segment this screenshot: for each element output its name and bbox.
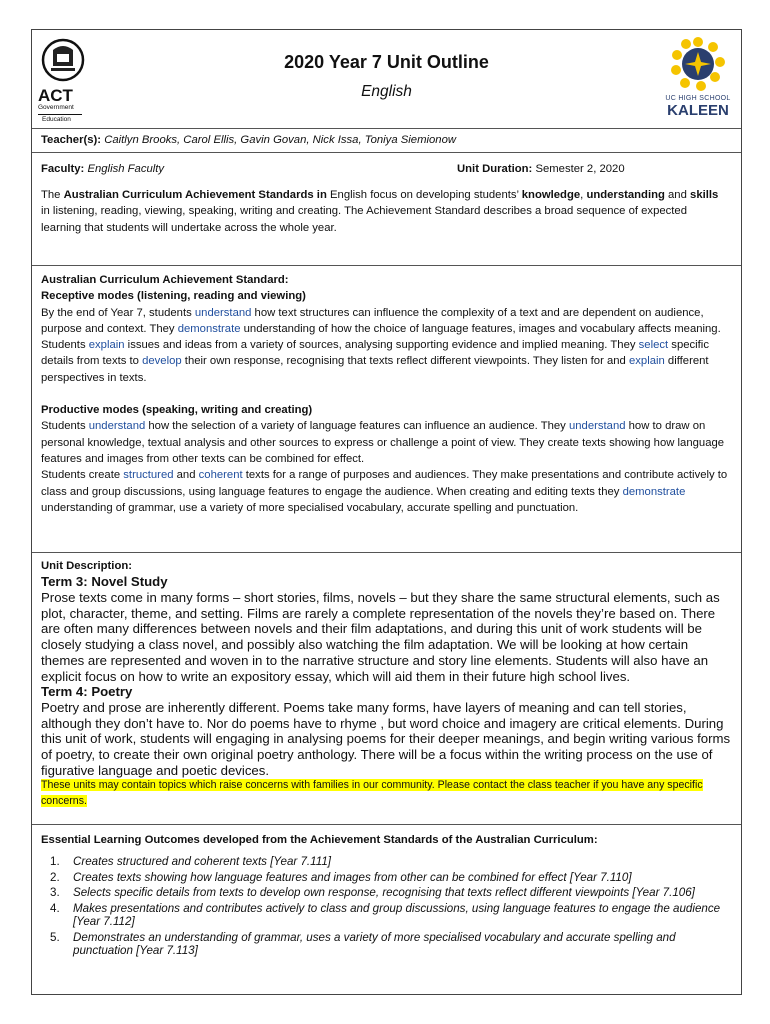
receptive-text-2: Students explain issues and ideas from a variety of sources, analysing supporting evidence and implied meaning. They select specific details from texts to develop their own response, recognising that texts reflect different viewpoints. They listen for and explain different perspectives in texts. [41, 339, 709, 384]
faculty-label: Faculty: [41, 163, 85, 175]
education-label: Education [42, 116, 71, 123]
outcomes-list [41, 855, 729, 958]
page-title: 2020 Year 7 Unit Outline [284, 52, 489, 72]
list-item: 4. Makes presentations and contributes actively to class and group discussions, using language features to engage the audience [Year 7.112] [50, 901, 721, 929]
school-name-large: KALEEN [667, 102, 729, 119]
term3-heading: Term 3: Novel Study [41, 574, 168, 590]
kaleen-school-logo [663, 36, 733, 122]
intro-paragraph: The Australian Curriculum Achievement Standards in English focus on developing students’ knowledge, understanding and skills in listening, reading, viewing, speaking, writing and creating. The Achievement Standard describes a broad sequence of expected learning that students will undertake across the whole year. [41, 189, 719, 234]
productive-text-2: Students create structured and coherent texts for a range of purposes and audiences. They make presentations and contribute actively to class and group discussions, using language features to engage the audience. When creating and editing texts they demonstrate understanding of grammar, use a variety of more specialised vocabulary, accurate spelling and punctuation. [41, 469, 728, 514]
list-item: 5. Demonstrates an understanding of grammar, uses a variety of more specialised vocabulary and accurate spelling and punctuation [Year 7.113] [50, 930, 676, 958]
unit-heading: Unit Description: [41, 560, 133, 572]
act-wordmark: ACT [38, 86, 73, 105]
duration-row [457, 161, 741, 177]
teachers-value: Caitlyn Brooks, Carol Ellis, Gavin Govan, Nick Issa, Toniya Siemionow [104, 134, 457, 146]
list-item: 2. Creates texts showing how language features and images from other can be combined for effect [Year 7.110] [50, 870, 632, 884]
outcomes-heading: Essential Learning Outcomes developed from the Achievement Standards of the Australian Curriculum: [41, 834, 598, 846]
header [32, 30, 741, 128]
list-item: 3. Selects specific details from texts to develop own response, recognising that texts reflect different viewpoints [Year 7.106] [50, 886, 695, 900]
unit-description [41, 558, 731, 809]
receptive-heading: Receptive modes (listening, reading and viewing) [41, 290, 306, 303]
kaleen-emblem-icon [670, 36, 726, 92]
act-government-logo [38, 38, 88, 123]
faculty-value: English Faculty [87, 163, 165, 175]
receptive-text: By the end of Year 7, students understand how text structures can influence the complexity of a text and are dependent on audience, purpose and context. They demonstrate understanding of how the choice of language features, images and vocabulary affects meaning. [41, 306, 721, 335]
term4-text: Poetry and prose are inherently different. Poems take many forms, have layers of meaning and can tell stories, although they don’t have to. Nor do poems have to rhyme , but word choice and imagery are critical elements. During this unit of work, students will engaging in analysing poems for their deeper meanings, and begin writing various forms of poetry, to create their own original poetry anthology. There will be a focus within the writing process on the use of figurative language and poetic devices. [41, 699, 731, 778]
school-name-small: UC HIGH SCHOOL [665, 95, 731, 102]
sensitive-content-notice: These units may contain topics which raise concerns with families in our community. Please contact the class teacher if you have any specific concerns. [41, 779, 703, 807]
learning-outcomes [41, 832, 729, 960]
page-subtitle: English [361, 83, 412, 100]
standard-heading: Australian Curriculum Achievement Standard: [41, 274, 289, 286]
productive-heading: Productive modes (speaking, writing and creating) [41, 404, 313, 417]
teachers-row [32, 132, 741, 148]
duration-value: Semester 2, 2020 [535, 163, 625, 175]
government-label: Government [38, 104, 74, 111]
duration-label: Unit Duration: [457, 163, 533, 175]
achievement-standard [41, 272, 729, 516]
teachers-label: Teacher(s): [41, 134, 102, 146]
document-page [31, 29, 742, 995]
list-item: 1. Creates structured and coherent texts [Year 7.111] [50, 855, 331, 869]
term4-heading: Term 4: Poetry [41, 684, 133, 700]
productive-text: Students understand how the selection of a variety of language features can influence an audience. They understand how to draw on personal knowledge, textual analysis and other sources to express or challenge a point of view. They create texts showing how language features and images from other texts can be combined for effect. [41, 420, 725, 465]
term3-text: Prose texts come in many forms – short stories, films, novels – but they share the same structural elements, such as plot, character, theme, and setting. Films are rarely a complete representation of the novels they’re based on. There are often many differences between novels and their film adaptations, and during this unit of work students will be closely studying a class novel, and possibly also watching the film adaptation. We will be looking at how certain themes are represented and woven in to the narrative structure and story line elements. Students will also have an explicit focus on how to write an expository essay, which will aid them in their future high school lives. [41, 590, 720, 684]
